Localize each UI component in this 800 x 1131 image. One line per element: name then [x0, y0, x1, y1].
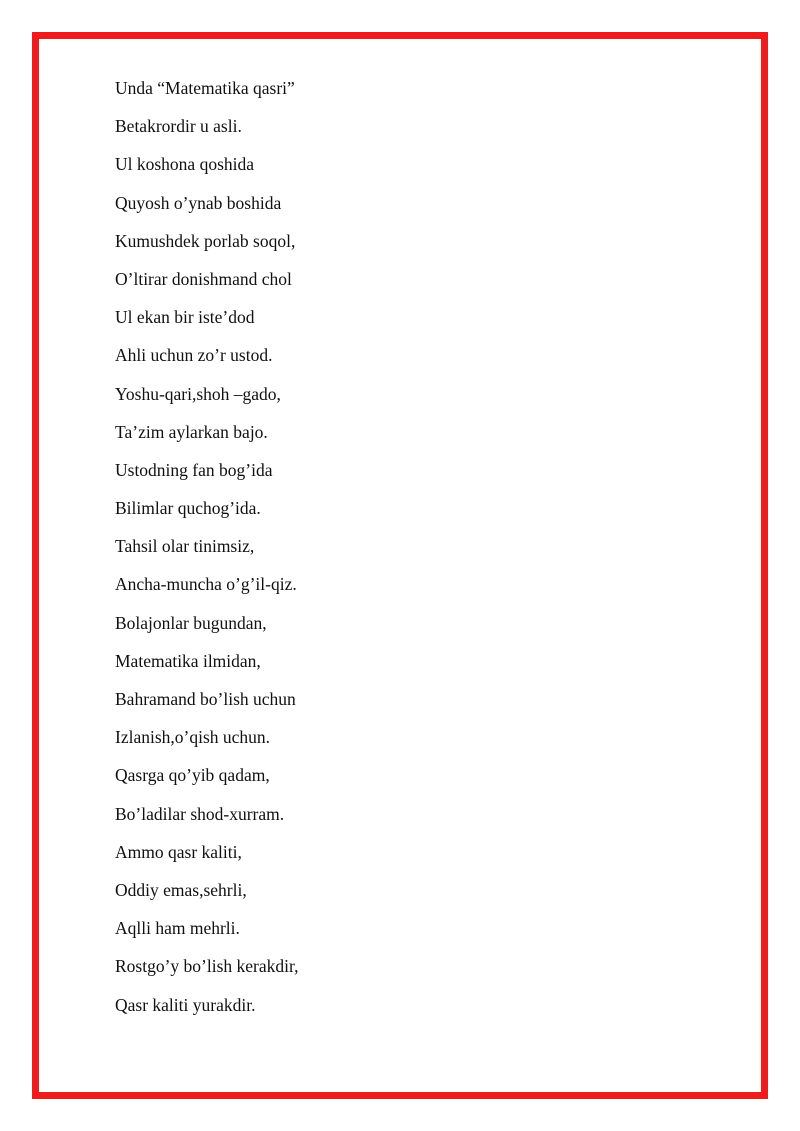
poem-line: Bolajonlar bugundan, — [115, 612, 267, 633]
poem-line: Ancha-muncha o’g’il-qiz. — [115, 574, 297, 595]
poem-line: Bahramand bo’lish uchun — [115, 689, 296, 709]
poem-text — [115, 75, 299, 1030]
poem-line: Ustodning fan bog’ida — [115, 459, 273, 480]
poem-line: Betakrordir u asli. — [115, 116, 242, 137]
poem-line: Quyosh o’ynab boshida — [115, 192, 282, 213]
poem-line: Yoshu-qari,shoh –gado, — [115, 383, 281, 404]
poem-line: Tahsil olar tinimsiz, — [115, 536, 255, 557]
poem-line: O’ltirar donishmand chol — [115, 268, 292, 289]
poem-line: Oddiy emas,sehrli, — [115, 879, 247, 900]
poem-line: Ammo qasr kaliti, — [115, 841, 242, 862]
poem-line: Aqlli ham mehrli. — [115, 918, 240, 939]
poem-line: Qasr kaliti yurakdir. — [115, 994, 256, 1015]
poem-line: Qasrga qo’yib qadam, — [115, 765, 270, 786]
poem-line: Ul ekan bir iste’dod — [115, 307, 255, 328]
poem-line: Bilimlar quchog’ida. — [115, 498, 261, 519]
poem-line: Matematika ilmidan, — [115, 650, 261, 671]
poem-line: Bo’ladilar shod-xurram. — [115, 803, 285, 824]
poem-line: Ahli uchun zo’r ustod. — [115, 345, 273, 366]
poem-line: Ta’zim aylarkan bajo. — [115, 421, 268, 442]
poem-line: Ul koshona qoshida — [115, 154, 255, 175]
poem-line: Unda “Matematika qasri” — [115, 78, 295, 98]
poem-line: Kumushdek porlab soqol, — [115, 230, 296, 251]
poem-line: Rostgo’y bo’lish kerakdir, — [115, 956, 299, 977]
poem-line: Izlanish,o’qish uchun. — [115, 727, 271, 748]
